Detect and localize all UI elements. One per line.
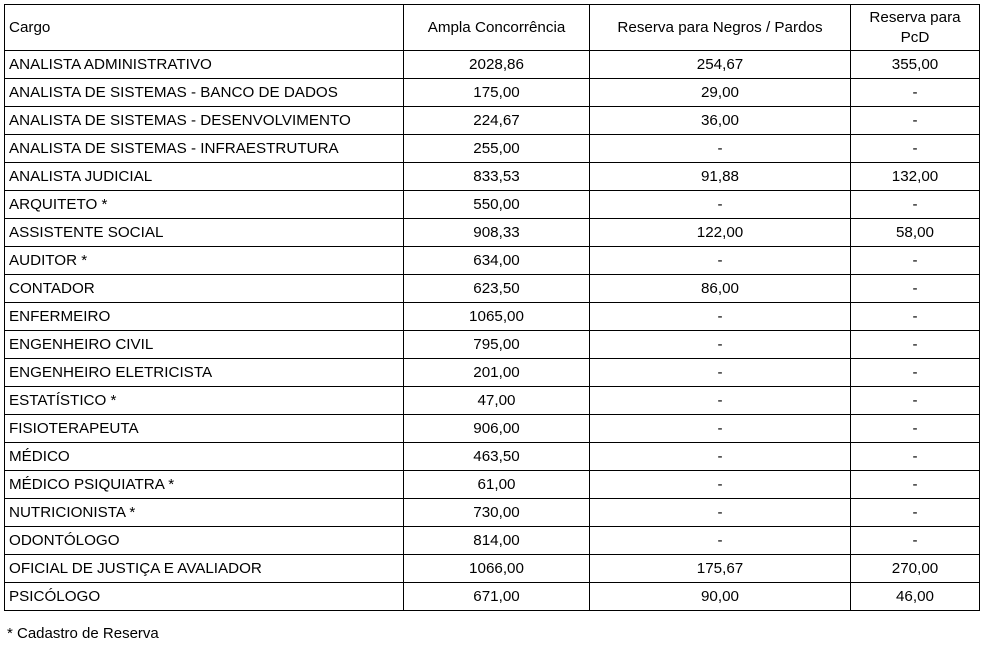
cell-ampla-concorrencia: 623,50 — [404, 275, 590, 303]
cell-reserva-negros-pardos: - — [590, 443, 851, 471]
cell-reserva-negros-pardos: - — [590, 359, 851, 387]
header-reserva-pcd: Reserva para PcD — [851, 5, 980, 51]
cell-reserva-negros-pardos: 36,00 — [590, 107, 851, 135]
cell-ampla-concorrencia: 61,00 — [404, 471, 590, 499]
cell-reserva-pcd: - — [851, 107, 980, 135]
cell-cargo: ENGENHEIRO ELETRICISTA — [5, 359, 404, 387]
cell-reserva-pcd: - — [851, 387, 980, 415]
cell-cargo: ANALISTA DE SISTEMAS - BANCO DE DADOS — [5, 79, 404, 107]
cell-reserva-negros-pardos: 254,67 — [590, 51, 851, 79]
cell-reserva-pcd: - — [851, 331, 980, 359]
table-body — [5, 51, 980, 611]
cell-reserva-negros-pardos: - — [590, 499, 851, 527]
cell-reserva-pcd: - — [851, 191, 980, 219]
cell-cargo: AUDITOR * — [5, 247, 404, 275]
cell-reserva-negros-pardos: - — [590, 527, 851, 555]
cut-off-scores-table — [4, 4, 980, 611]
cell-cargo: ODONTÓLOGO — [5, 527, 404, 555]
cell-cargo: ENGENHEIRO CIVIL — [5, 331, 404, 359]
cell-reserva-negros-pardos: - — [590, 247, 851, 275]
cell-reserva-pcd: 355,00 — [851, 51, 980, 79]
table-row — [5, 555, 980, 583]
cell-cargo: ESTATÍSTICO * — [5, 387, 404, 415]
table-row — [5, 583, 980, 611]
cell-ampla-concorrencia: 2028,86 — [404, 51, 590, 79]
table-row — [5, 443, 980, 471]
cell-cargo: ANALISTA DE SISTEMAS - INFRAESTRUTURA — [5, 135, 404, 163]
header-cargo: Cargo — [5, 5, 404, 51]
cell-reserva-pcd: - — [851, 527, 980, 555]
cell-ampla-concorrencia: 814,00 — [404, 527, 590, 555]
table-row — [5, 415, 980, 443]
cell-cargo: ANALISTA JUDICIAL — [5, 163, 404, 191]
cell-ampla-concorrencia: 47,00 — [404, 387, 590, 415]
cell-ampla-concorrencia: 201,00 — [404, 359, 590, 387]
cell-ampla-concorrencia: 224,67 — [404, 107, 590, 135]
footnote: * Cadastro de Reserva — [7, 625, 159, 642]
table-row — [5, 79, 980, 107]
cell-ampla-concorrencia: 634,00 — [404, 247, 590, 275]
table-row — [5, 499, 980, 527]
cell-reserva-pcd: 46,00 — [851, 583, 980, 611]
cell-reserva-pcd: 132,00 — [851, 163, 980, 191]
cell-cargo: ASSISTENTE SOCIAL — [5, 219, 404, 247]
cell-reserva-negros-pardos: 90,00 — [590, 583, 851, 611]
table-row — [5, 387, 980, 415]
cell-ampla-concorrencia: 795,00 — [404, 331, 590, 359]
cell-cargo: ENFERMEIRO — [5, 303, 404, 331]
cell-cargo: ANALISTA ADMINISTRATIVO — [5, 51, 404, 79]
cell-cargo: OFICIAL DE JUSTIÇA E AVALIADOR — [5, 555, 404, 583]
cell-reserva-negros-pardos: 86,00 — [590, 275, 851, 303]
cell-reserva-pcd: 58,00 — [851, 219, 980, 247]
table-row — [5, 303, 980, 331]
table-row — [5, 275, 980, 303]
cell-ampla-concorrencia: 1065,00 — [404, 303, 590, 331]
table-row — [5, 331, 980, 359]
cell-cargo: PSICÓLOGO — [5, 583, 404, 611]
cell-ampla-concorrencia: 833,53 — [404, 163, 590, 191]
cell-reserva-pcd: - — [851, 415, 980, 443]
cell-reserva-negros-pardos: - — [590, 303, 851, 331]
table-row — [5, 471, 980, 499]
cell-cargo: MÉDICO — [5, 443, 404, 471]
cell-reserva-negros-pardos: 175,67 — [590, 555, 851, 583]
cell-reserva-negros-pardos: - — [590, 415, 851, 443]
header-row — [5, 5, 980, 51]
table-row — [5, 163, 980, 191]
cell-cargo: MÉDICO PSIQUIATRA * — [5, 471, 404, 499]
table-row — [5, 527, 980, 555]
table-row — [5, 247, 980, 275]
cell-cargo: NUTRICIONISTA * — [5, 499, 404, 527]
cell-reserva-pcd: - — [851, 247, 980, 275]
header-ampla-concorrencia: Ampla Concorrência — [404, 5, 590, 51]
header-reserva-negros-pardos: Reserva para Negros / Pardos — [590, 5, 851, 51]
cell-ampla-concorrencia: 671,00 — [404, 583, 590, 611]
cell-reserva-pcd: - — [851, 79, 980, 107]
cell-reserva-negros-pardos: - — [590, 135, 851, 163]
cell-cargo: FISIOTERAPEUTA — [5, 415, 404, 443]
cell-ampla-concorrencia: 730,00 — [404, 499, 590, 527]
cell-ampla-concorrencia: 463,50 — [404, 443, 590, 471]
cell-reserva-pcd: - — [851, 443, 980, 471]
cell-reserva-negros-pardos: - — [590, 387, 851, 415]
cell-reserva-pcd: - — [851, 499, 980, 527]
cell-cargo: ARQUITETO * — [5, 191, 404, 219]
cell-ampla-concorrencia: 1066,00 — [404, 555, 590, 583]
cell-ampla-concorrencia: 550,00 — [404, 191, 590, 219]
cell-reserva-negros-pardos: - — [590, 331, 851, 359]
cell-reserva-pcd: 270,00 — [851, 555, 980, 583]
table-row — [5, 219, 980, 247]
cell-reserva-pcd: - — [851, 471, 980, 499]
cell-reserva-negros-pardos: 29,00 — [590, 79, 851, 107]
cell-ampla-concorrencia: 906,00 — [404, 415, 590, 443]
table-row — [5, 135, 980, 163]
cell-reserva-pcd: - — [851, 135, 980, 163]
table-row — [5, 359, 980, 387]
cell-ampla-concorrencia: 255,00 — [404, 135, 590, 163]
cell-reserva-pcd: - — [851, 359, 980, 387]
cell-reserva-negros-pardos: - — [590, 191, 851, 219]
table-row — [5, 107, 980, 135]
cell-reserva-negros-pardos: - — [590, 471, 851, 499]
cell-ampla-concorrencia: 908,33 — [404, 219, 590, 247]
cell-cargo: CONTADOR — [5, 275, 404, 303]
cell-reserva-negros-pardos: 122,00 — [590, 219, 851, 247]
cell-ampla-concorrencia: 175,00 — [404, 79, 590, 107]
cell-reserva-pcd: - — [851, 303, 980, 331]
table-row — [5, 51, 980, 79]
cell-cargo: ANALISTA DE SISTEMAS - DESENVOLVIMENTO — [5, 107, 404, 135]
table-row — [5, 191, 980, 219]
score-table-container — [4, 4, 980, 611]
cell-reserva-pcd: - — [851, 275, 980, 303]
cell-reserva-negros-pardos: 91,88 — [590, 163, 851, 191]
